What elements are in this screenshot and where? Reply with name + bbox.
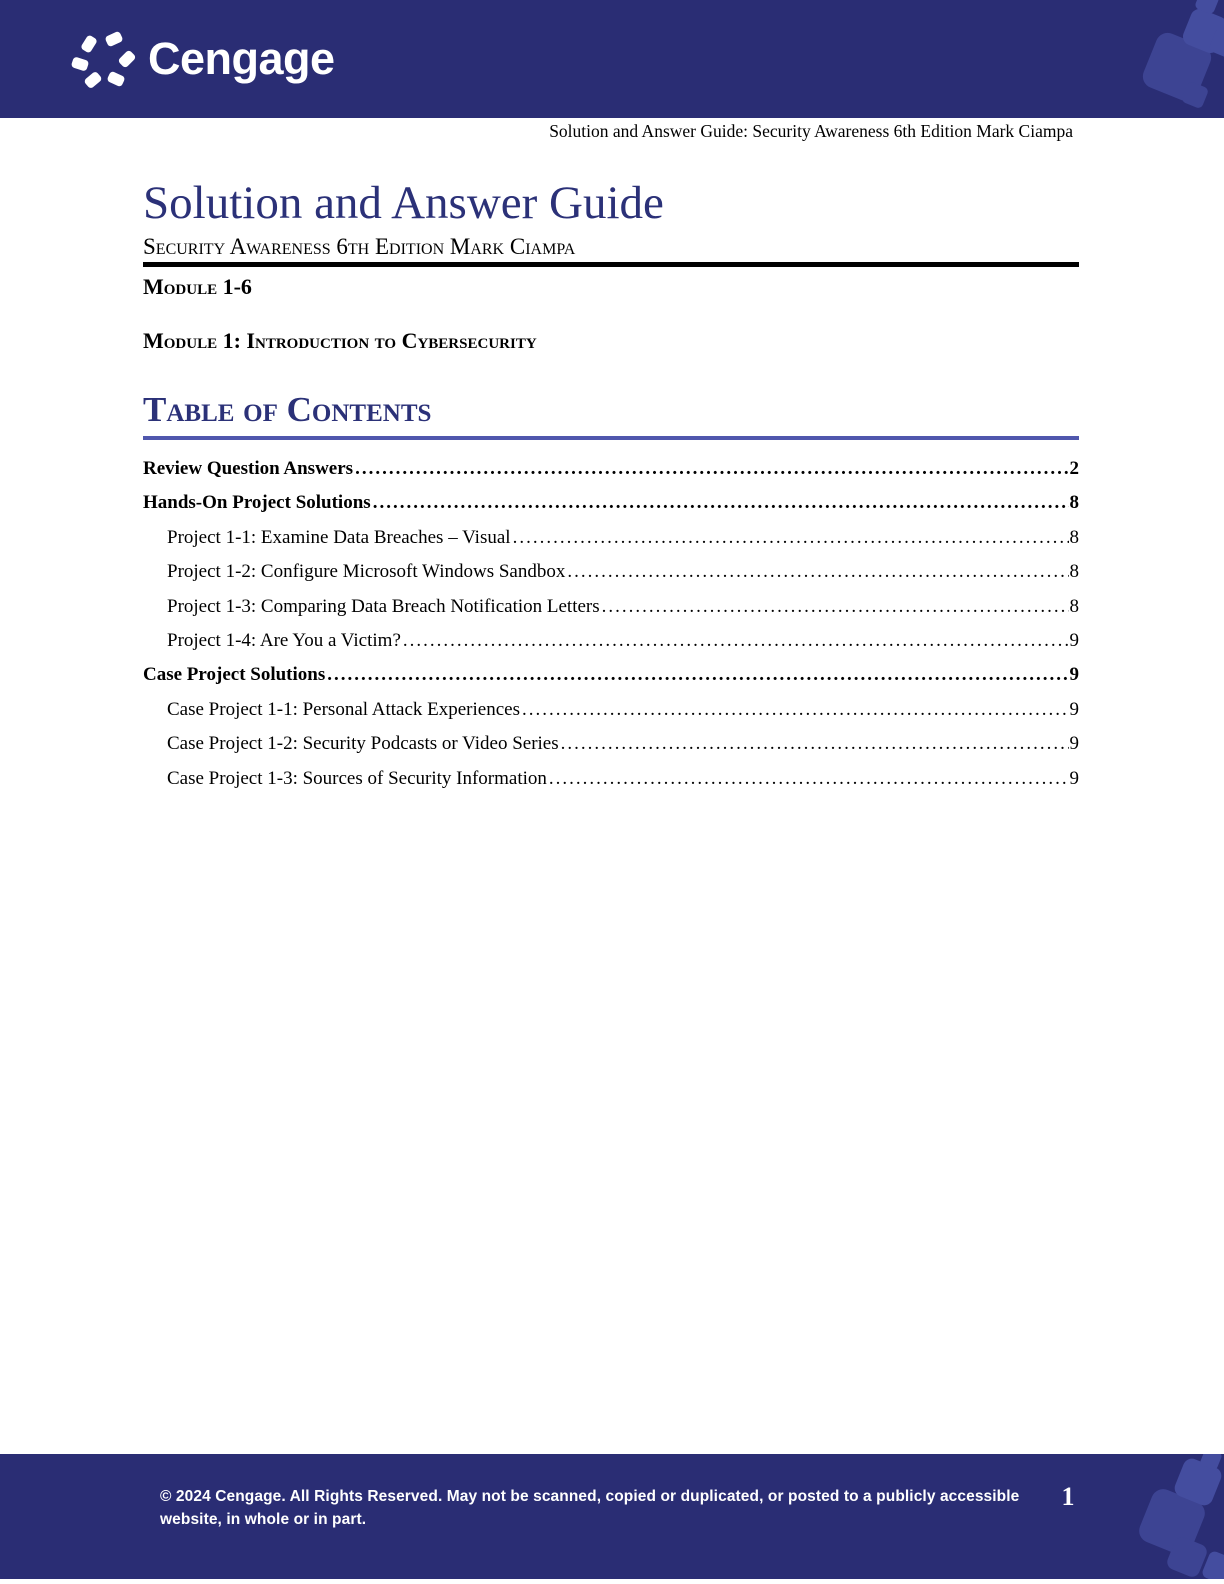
running-header: Solution and Answer Guide: Security Awareness 6th Edition Mark Ciampa <box>549 121 1073 141</box>
toc-entry-case-project-solutions[interactable] <box>143 665 1079 685</box>
dot-leader <box>403 631 1069 651</box>
toc-entry-page: 9 <box>1069 767 1079 789</box>
toc-entry-label: Hands-On Project Solutions <box>143 492 371 514</box>
footer-copyright <box>160 1486 1019 1531</box>
dot-leader <box>513 528 1069 548</box>
dot-leader <box>327 665 1068 685</box>
toc-entry-label: Case Project 1-3: Sources of Security Information <box>167 767 547 789</box>
toc-entry-label: Case Project 1-2: Security Podcasts or Video Series <box>167 733 559 755</box>
toc-entry-project-1-4[interactable] <box>143 631 1079 651</box>
toc-entry-page: 8 <box>1069 492 1079 514</box>
title-divider <box>143 262 1079 267</box>
subtitle: Security Awareness 6th Edition Mark Ciampa <box>143 234 576 259</box>
toc-entry-case-project-1-1[interactable] <box>143 700 1079 720</box>
dot-leader <box>567 562 1068 582</box>
dot-leader <box>373 493 1069 513</box>
toc-entry-page: 9 <box>1069 664 1079 686</box>
toc-entry-label: Case Project 1-1: Personal Attack Experiences <box>167 698 520 720</box>
toc-entry-case-project-1-2[interactable] <box>143 734 1079 754</box>
dot-leader <box>355 459 1068 479</box>
toc-entry-hands-on-project-solutions[interactable] <box>143 493 1079 513</box>
toc-entry-page: 9 <box>1069 629 1079 651</box>
cengage-logo-icon <box>70 28 138 90</box>
cengage-logo <box>70 28 335 90</box>
cengage-logo-text: Cengage <box>148 33 335 84</box>
toc-entry-label: Project 1-4: Are You a Victim? <box>167 629 401 651</box>
toc-entry-project-1-3[interactable] <box>143 597 1079 617</box>
footer-band <box>0 1454 1224 1579</box>
dot-leader <box>602 597 1069 617</box>
dot-leader <box>549 769 1069 789</box>
toc-entry-page: 8 <box>1069 595 1079 617</box>
page-number: 1 <box>1061 1482 1075 1511</box>
page-title: Solution and Answer Guide <box>143 177 664 229</box>
toc-entry-label: Project 1-1: Examine Data Breaches – Visual <box>167 526 511 548</box>
module-range-heading: Module 1-6 <box>143 274 252 299</box>
toc-heading: Table of Contents <box>143 390 432 429</box>
copyright-line-1: © 2024 Cengage. All Rights Reserved. May not be scanned, copied or duplicated, or posted to a publicly accessible <box>160 1488 1020 1505</box>
toc-entry-project-1-2[interactable] <box>143 562 1079 582</box>
toc-entry-review-question-answers[interactable] <box>143 459 1079 479</box>
toc-divider <box>143 436 1079 440</box>
toc-entry-project-1-1[interactable] <box>143 528 1079 548</box>
toc-entry-page: 8 <box>1069 526 1079 548</box>
toc-entry-case-project-1-3[interactable] <box>143 769 1079 789</box>
dot-leader <box>561 734 1069 754</box>
table-of-contents <box>143 459 1079 803</box>
toc-entry-label: Review Question Answers <box>143 458 354 479</box>
module-1-heading: Module 1: Introduction to Cybersecurity <box>143 328 537 353</box>
toc-entry-label: Case Project Solutions <box>143 664 326 686</box>
toc-entry-label: Project 1-3: Comparing Data Breach Notification Letters <box>167 595 600 617</box>
dot-leader <box>522 700 1069 720</box>
toc-entry-page: 8 <box>1069 561 1079 583</box>
header-band <box>0 0 1224 118</box>
copyright-line-2: website, in whole or in part. <box>160 1510 367 1528</box>
toc-entry-page: 2 <box>1069 458 1079 479</box>
toc-entry-page: 9 <box>1069 733 1079 755</box>
toc-entry-page: 9 <box>1069 698 1079 720</box>
toc-entry-label: Project 1-2: Configure Microsoft Windows Sandbox <box>167 561 566 583</box>
